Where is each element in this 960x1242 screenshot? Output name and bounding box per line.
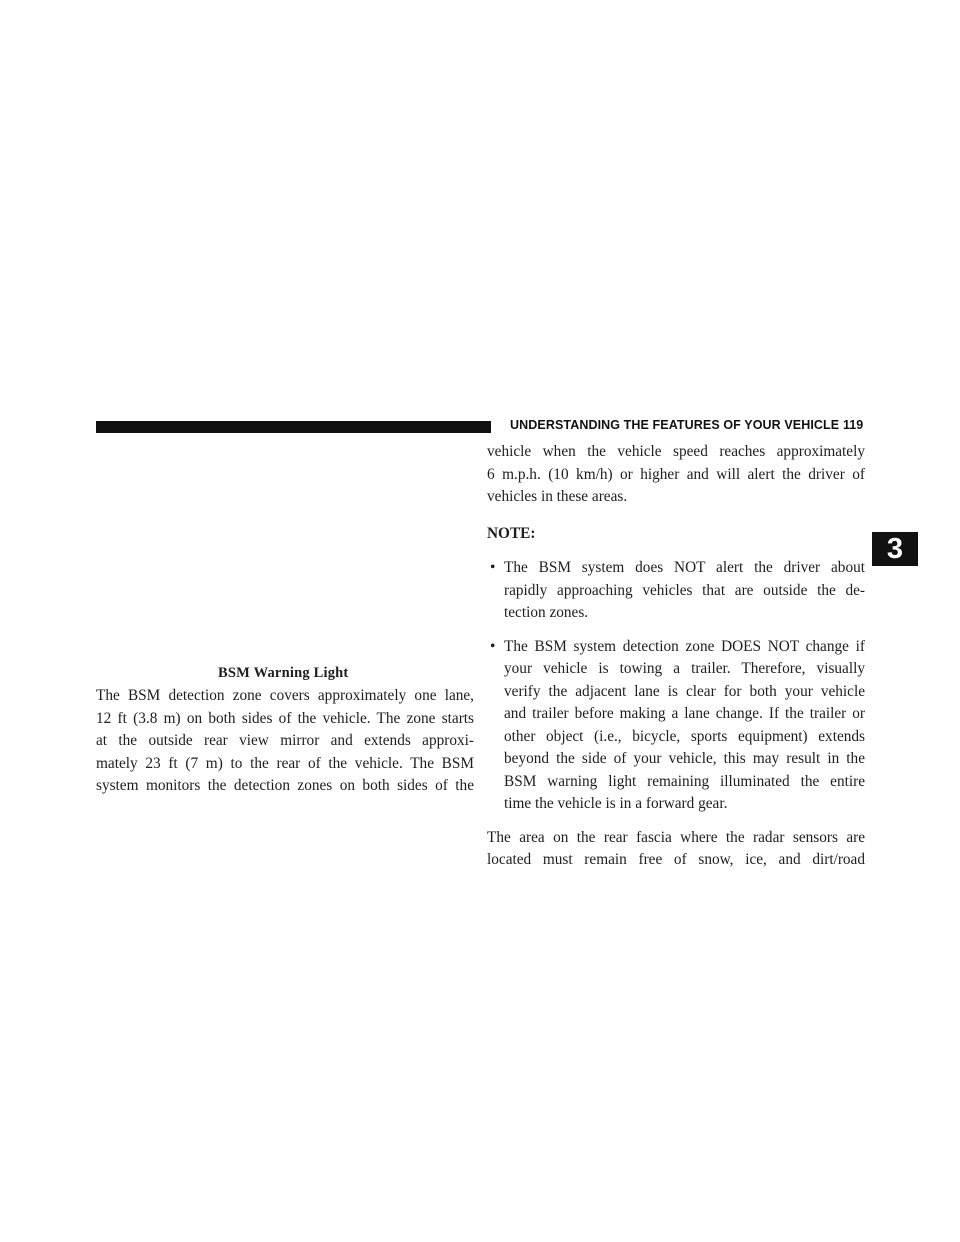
bullet-item [487,557,865,625]
text-line: 6 m.p.h. (10 km/h) or higher and will alert the driver of [487,465,865,483]
text-line: time the vehicle is in a forward gear. [504,795,728,812]
figure-caption: BSM Warning Light [218,665,349,681]
bullet-item [487,636,865,816]
text-line: other object (i.e., bicycle, sports equipment) extends [504,727,865,745]
text-line: The BSM detection zone covers approximately one lane, [96,687,474,704]
text-line: BSM warning light remaining illuminated the entire [504,772,865,790]
text-line: and trailer before making a lane change. If the trailer or [504,705,865,722]
text-line: vehicles in these areas. [487,488,628,505]
text-line: your vehicle is towing a trailer. Therefore, visually [504,660,865,677]
text-line: vehicle when the vehicle speed reaches approximately [487,443,865,460]
body-paragraph [487,441,865,509]
text-line: mately 23 ft (7 m) to the rear of the vehicle. The BSM [96,754,474,772]
text-line: located must remain free of snow, ice, and dirt/road [487,851,865,868]
section-title: UNDERSTANDING THE FEATURES OF YOUR VEHICLE [510,418,840,432]
page-number: 119 [843,418,864,432]
text-line: tection zones. [504,604,589,621]
text-line: beyond the side of your vehicle, this may result in the [504,750,865,767]
text-line: rapidly approaching vehicles that are outside the de- [504,581,865,599]
header-rule-bar [96,421,491,433]
text-line: system monitors the detection zones on both sides of the [96,777,474,794]
chapter-tab: 3 [872,532,918,566]
text-line: at the outside rear view mirror and extends approxi- [96,732,474,749]
note-heading: NOTE: [487,524,536,542]
left-column-text [96,685,474,798]
text-line: The area on the rear fascia where the radar sensors are [487,828,865,846]
body-paragraph [487,827,865,872]
body-paragraph [96,685,474,798]
text-line: 12 ft (3.8 m) on both sides of the vehicle. The zone starts [96,709,474,727]
bullet-icon: • [490,637,496,655]
text-line: The BSM system does NOT alert the driver about [504,559,865,576]
right-column-text [487,441,865,872]
text-line: verify the adjacent lane is clear for both your vehicle [504,682,865,700]
text-line: The BSM system detection zone DOES NOT change if [504,637,865,655]
bullet-icon: • [490,559,496,576]
